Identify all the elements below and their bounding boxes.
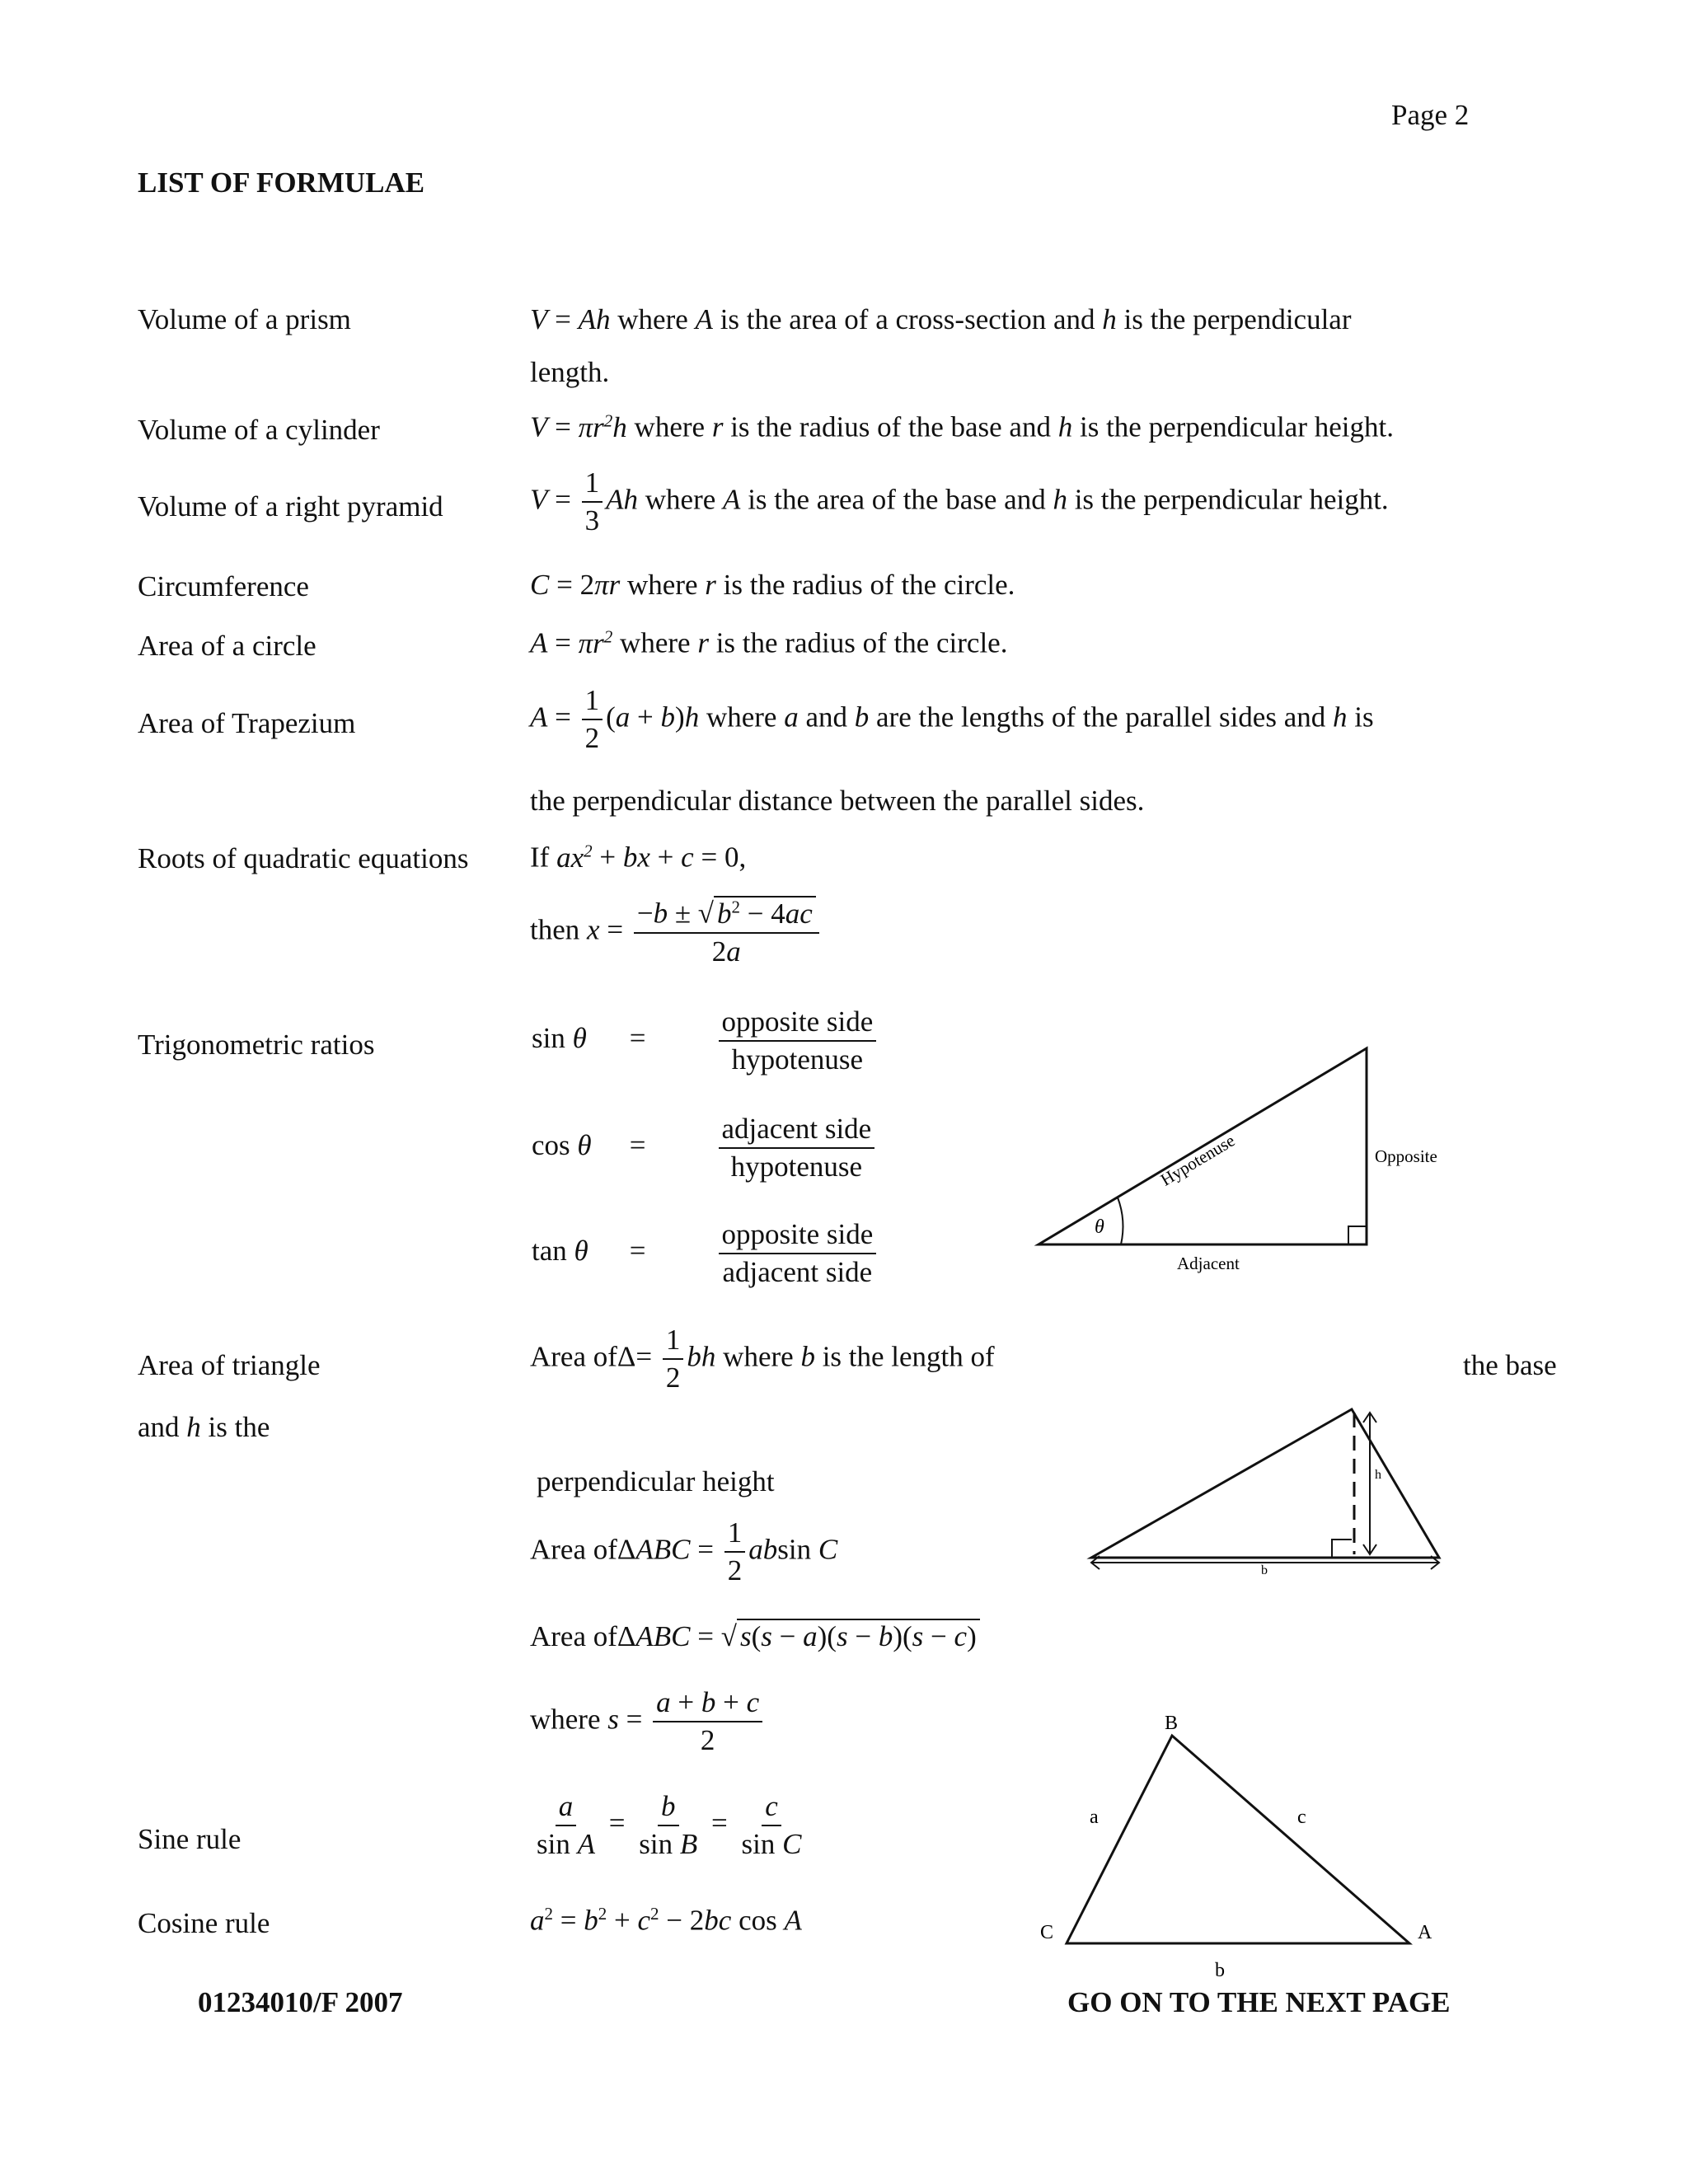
formula-semi-perimeter: where s = $\frac{a + b + c}{2}$ <box>530 1686 766 1758</box>
formula-area-triangle-base: the base <box>1463 1349 1557 1381</box>
label-volume-prism: Volume of a prism <box>138 303 351 335</box>
side-c-label: c <box>1297 1807 1306 1828</box>
label-area-circle: Area of a circle <box>138 630 316 662</box>
formula-area-abc-sin: Area ofΔABC = $\frac{1}{2}$ absin C <box>530 1516 838 1587</box>
formula-quadratic-then: then x = $\frac{-b \pm √ b^2 - 4ac}{2a}$ <box>530 897 823 968</box>
base-label: b <box>1261 1563 1268 1577</box>
theta-label: θ <box>1095 1216 1104 1238</box>
formula-cosine-rule: $a^2 = b^2 + c^2 - 2bc$ cos A <box>530 1904 802 1937</box>
side-b-label: b <box>1215 1960 1225 1981</box>
formula-area-trapezium: A = $\frac{1}{2}$ (a + b)h where a and b are the lengths of the parallel sides and h is <box>530 684 1374 755</box>
footer-next-page: GO ON TO THE NEXT PAGE <box>1067 1986 1451 2018</box>
formula-sine-rule: $\frac{a}{\text{sin A}}$ = $\frac{b}{\text{sin B}}$ = $\frac{c}{\text{sin C}}$ <box>537 1790 802 1861</box>
formula-area-circle: $A = \pi r^2$ where r is the radius of the circle. <box>530 626 1008 659</box>
footer-code: 01234010/F 2007 <box>198 1986 403 2018</box>
label-area-trapezium: Area of Trapezium <box>138 707 356 739</box>
label-circumference: Circumference <box>138 570 309 602</box>
height-label: h <box>1375 1468 1381 1482</box>
adjacent-label: Adjacent <box>1177 1254 1240 1273</box>
formula-circumference: C = 2πr where r is the radius of the circle. <box>530 569 1015 601</box>
formula-quadratic-if: If $ax^2$ + bx + c = 0, <box>530 841 747 874</box>
formula-area-triangle-perp: perpendicular height <box>537 1465 775 1497</box>
label-volume-pyramid: Volume of a right pyramid <box>138 490 443 523</box>
formula-area-triangle-and-h: and h is the <box>138 1411 270 1443</box>
vertex-c-label: C <box>1040 1922 1054 1943</box>
trig-tan: tan θ = $\frac{\text{opposite side}}{\text{adjacent side}}$ <box>532 1218 879 1290</box>
formula-volume-cylinder: $V = \pi r^2h$ where r is the radius of the base and h is the perpendicular height. <box>530 410 1394 443</box>
label-sine-rule: Sine rule <box>138 1823 241 1855</box>
formula-area-abc-heron: Area ofΔABC = √ s(s − a)(s − b)(s − c) <box>530 1620 980 1653</box>
hypotenuse-label: Hypotenuse <box>1156 1130 1239 1190</box>
formula-area-trapezium-cont: the perpendicular distance between the parallel sides. <box>530 785 1145 817</box>
vertex-b-label: B <box>1165 1713 1179 1734</box>
label-cosine-rule: Cosine rule <box>138 1907 270 1939</box>
abc-triangle-diagram <box>1030 1706 1459 1986</box>
label-volume-cylinder: Volume of a cylinder <box>138 414 380 446</box>
trig-cos: cos θ = $\frac{\text{adjacent side}}{\text{hypotenuse}}$ <box>532 1113 878 1184</box>
label-trig-ratios: Trigonometric ratios <box>138 1029 375 1061</box>
trig-sin: sin θ = $\frac{\text{opposite side}}{\text{hypotenuse}}$ <box>532 1005 879 1077</box>
height-triangle-diagram <box>1080 1401 1451 1582</box>
vertex-a-label: A <box>1418 1922 1432 1943</box>
page-title: LIST OF FORMULAE <box>138 166 425 199</box>
opposite-label: Opposite <box>1375 1146 1437 1166</box>
formula-volume-pyramid: V = $\frac{1}{3}$ Ah where A is the area of the base and h is the perpendicular height. <box>530 466 1389 537</box>
page-number: Page 2 <box>1391 99 1470 131</box>
label-area-triangle: Area of triangle <box>138 1349 321 1381</box>
formula-volume-prism-cont: length. <box>530 356 610 388</box>
right-triangle-diagram <box>1030 1038 1459 1286</box>
formula-area-triangle: Area ofΔ= $\frac{1}{2}$ bh where b is the length of <box>530 1324 995 1394</box>
label-quadratic: Roots of quadratic equations <box>138 842 469 874</box>
side-a-label: a <box>1090 1807 1099 1828</box>
formula-volume-prism: V = Ah where A is the area of a cross-section and h is the perpendicular <box>530 303 1352 335</box>
